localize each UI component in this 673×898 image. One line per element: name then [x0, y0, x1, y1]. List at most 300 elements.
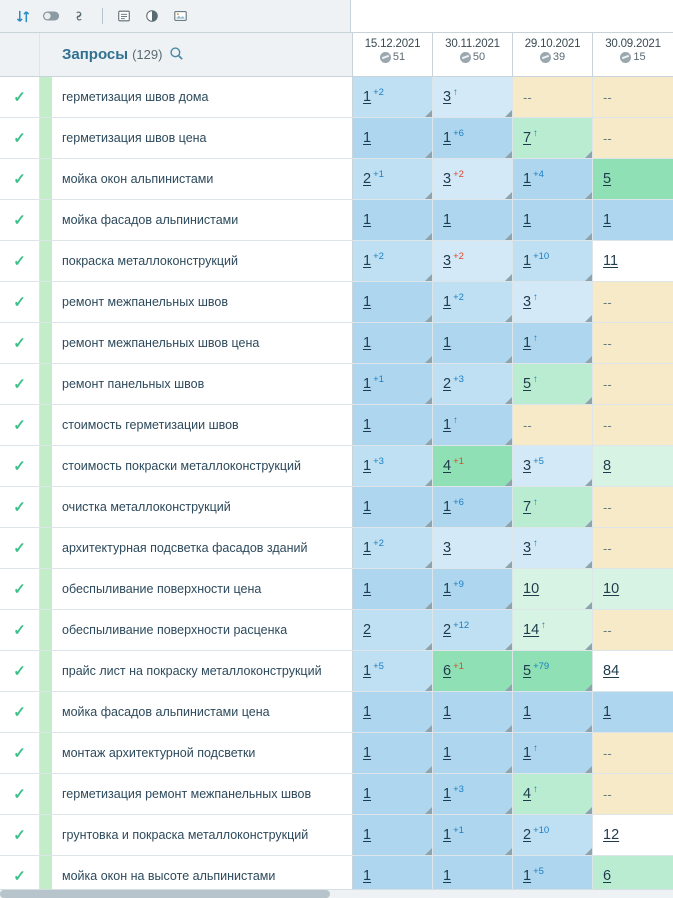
row-checkmark-icon[interactable]: ✓ [0, 733, 40, 773]
toolbar-divider [102, 8, 103, 24]
position-value: 1 [363, 663, 372, 679]
position-value: 1 [443, 868, 452, 884]
position-value: 1 [603, 704, 612, 720]
position-value: 5 [603, 171, 612, 187]
row-status-bar [40, 610, 52, 650]
header-bar-col [40, 33, 52, 76]
position-value: 1 [363, 458, 372, 474]
position-value: 6 [443, 663, 452, 679]
position-cell[interactable] [433, 200, 513, 240]
position-value: 1 [363, 581, 372, 597]
keyword-cell[interactable]: прайс лист на покраску металлоконструкций [52, 651, 353, 691]
position-value: 1 [363, 294, 372, 310]
google-icon [380, 52, 391, 63]
position-value: -- [603, 294, 612, 310]
position-cell[interactable] [513, 815, 593, 855]
keyword-cell[interactable]: архитектурная подсветка фасадов зданий [52, 528, 353, 568]
header-check-col [0, 33, 40, 76]
position-value: 1 [443, 417, 452, 433]
keyword-cell[interactable]: обеспыливание поверхности цена [52, 569, 353, 609]
position-cell[interactable] [353, 774, 433, 814]
position-cell[interactable] [433, 774, 513, 814]
position-cell[interactable] [433, 323, 513, 363]
position-cell[interactable] [353, 487, 433, 527]
date-metric: 51 [353, 51, 432, 63]
keyword-cell[interactable]: герметизация швов цена [52, 118, 353, 158]
keyword-cell[interactable]: мойка окон альпинистами [52, 159, 353, 199]
position-value: 1 [363, 130, 372, 146]
position-value: 1 [443, 130, 452, 146]
position-cell[interactable] [513, 282, 593, 322]
position-value: 5 [523, 376, 532, 392]
date-label: 15.12.2021 [364, 38, 421, 50]
row-checkmark-icon[interactable]: ✓ [0, 774, 40, 814]
keyword-cell[interactable]: очистка металлоконструкций [52, 487, 353, 527]
position-delta: ↑ [533, 742, 538, 754]
page-title: Запросы [62, 46, 129, 63]
position-value: 11 [603, 253, 619, 269]
table-row [0, 77, 673, 118]
table-row [0, 364, 673, 405]
link-icon[interactable] [66, 5, 92, 27]
position-value: 1 [363, 417, 372, 433]
position-cell[interactable] [513, 733, 593, 773]
position-delta: +6 [453, 127, 464, 139]
position-value: 1 [363, 89, 372, 105]
position-value: 3 [443, 171, 452, 187]
date-metric: 15 [593, 51, 673, 63]
position-cell[interactable] [353, 446, 433, 486]
row-checkmark-icon[interactable]: ✓ [0, 487, 40, 527]
position-delta: +1 [453, 824, 464, 836]
position-delta: +3 [373, 455, 384, 467]
position-cell[interactable] [513, 405, 593, 445]
position-cell[interactable] [513, 241, 593, 281]
position-value: 1 [363, 786, 372, 802]
position-cell[interactable] [513, 651, 593, 691]
position-value: 84 [603, 663, 620, 679]
position-delta: +1 [373, 168, 384, 180]
row-checkmark-icon[interactable]: ✓ [0, 446, 40, 486]
position-cell[interactable] [353, 528, 433, 568]
position-value: -- [603, 745, 612, 761]
keyword-cell[interactable]: монтаж архитектурной подсветки [52, 733, 353, 773]
position-cell[interactable] [513, 528, 593, 568]
position-cell[interactable] [353, 610, 433, 650]
position-value: -- [603, 376, 612, 392]
position-delta: +5 [373, 660, 384, 672]
position-value: 1 [363, 745, 372, 761]
position-cell[interactable] [353, 815, 433, 855]
contrast-icon[interactable] [139, 5, 165, 27]
position-delta: +3 [453, 783, 464, 795]
position-cell[interactable] [593, 241, 673, 281]
row-checkmark-icon[interactable]: ✓ [0, 118, 40, 158]
row-status-bar [40, 692, 52, 732]
table-row [0, 610, 673, 651]
position-delta: +2 [373, 250, 384, 262]
position-cell[interactable] [433, 569, 513, 609]
position-cell[interactable] [353, 323, 433, 363]
keyword-cell[interactable]: мойка фасадов альпинистами цена [52, 692, 353, 732]
keyword-cell[interactable]: обеспыливание поверхности расценка [52, 610, 353, 650]
position-delta: ↑ [533, 537, 538, 549]
row-status-bar [40, 200, 52, 240]
position-value: 14 [523, 622, 540, 638]
position-value: -- [603, 417, 612, 433]
position-value: 3 [523, 540, 532, 556]
row-status-bar [40, 323, 52, 363]
keyword-cell[interactable]: грунтовка и покраска металлоконструкций [52, 815, 353, 855]
keyword-cell[interactable]: герметизация ремонт межпанельных швов [52, 774, 353, 814]
position-cell[interactable] [593, 405, 673, 445]
row-checkmark-icon[interactable]: ✓ [0, 815, 40, 855]
position-cell[interactable] [433, 692, 513, 732]
position-cell[interactable] [593, 118, 673, 158]
position-value: -- [523, 417, 532, 433]
position-cell[interactable] [433, 610, 513, 650]
position-value: 12 [603, 827, 620, 843]
position-delta: +2 [373, 86, 384, 98]
position-delta: +79 [533, 660, 550, 672]
position-value: 3 [443, 540, 452, 556]
position-delta: ↑ [533, 127, 538, 139]
position-cell[interactable] [513, 323, 593, 363]
row-checkmark-icon[interactable]: ✓ [0, 77, 40, 117]
position-cell[interactable] [593, 159, 673, 199]
scrollbar-thumb[interactable] [0, 890, 330, 898]
position-value: 1 [443, 786, 452, 802]
position-cell[interactable] [593, 446, 673, 486]
keyword-cell[interactable]: покраска металлоконструкций [52, 241, 353, 281]
position-cell[interactable] [353, 159, 433, 199]
position-cell[interactable] [353, 569, 433, 609]
table-row [0, 446, 673, 487]
position-value: 1 [523, 335, 532, 351]
position-cell[interactable] [433, 405, 513, 445]
position-value: 3 [443, 253, 452, 269]
image-icon[interactable] [167, 5, 193, 27]
queries-title-cell [52, 33, 353, 76]
table-row [0, 282, 673, 323]
row-status-bar [40, 569, 52, 609]
position-cell[interactable] [353, 241, 433, 281]
position-cell[interactable] [513, 610, 593, 650]
position-cell[interactable] [433, 651, 513, 691]
position-cell[interactable] [433, 159, 513, 199]
date-label: 29.10.2021 [524, 38, 581, 50]
position-delta: +5 [533, 455, 544, 467]
position-cell[interactable] [593, 610, 673, 650]
position-cell[interactable] [593, 487, 673, 527]
row-checkmark-icon[interactable]: ✓ [0, 159, 40, 199]
position-cell[interactable] [593, 282, 673, 322]
date-metric: 50 [433, 51, 512, 63]
position-cell[interactable] [353, 77, 433, 117]
position-delta: +3 [453, 373, 464, 385]
position-delta: +2 [453, 168, 464, 180]
position-delta: +1 [373, 373, 384, 385]
position-cell[interactable] [433, 487, 513, 527]
position-value: 1 [363, 868, 372, 884]
position-cell[interactable] [513, 118, 593, 158]
table-row [0, 487, 673, 528]
row-status-bar [40, 282, 52, 322]
row-checkmark-icon[interactable]: ✓ [0, 528, 40, 568]
row-status-bar [40, 815, 52, 855]
position-cell[interactable] [433, 733, 513, 773]
keyword-cell[interactable]: герметизация швов дома [52, 77, 353, 117]
position-value: 1 [443, 335, 452, 351]
position-delta: +2 [453, 291, 464, 303]
position-value: 2 [443, 622, 452, 638]
row-checkmark-icon[interactable]: ✓ [0, 405, 40, 445]
google-icon [460, 52, 471, 63]
position-cell[interactable] [353, 200, 433, 240]
date-column-0[interactable] [353, 33, 433, 76]
position-value: 1 [363, 827, 372, 843]
row-status-bar [40, 651, 52, 691]
position-value: 10 [523, 581, 540, 597]
position-cell[interactable] [433, 528, 513, 568]
position-cell[interactable] [433, 77, 513, 117]
horizontal-scrollbar[interactable] [0, 889, 673, 898]
position-delta: +10 [533, 824, 550, 836]
row-checkmark-icon[interactable]: ✓ [0, 200, 40, 240]
position-cell[interactable] [433, 282, 513, 322]
position-cell[interactable] [353, 651, 433, 691]
toggle-icon[interactable] [38, 5, 64, 27]
row-status-bar [40, 487, 52, 527]
position-value: 1 [603, 212, 612, 228]
position-value: -- [603, 130, 612, 146]
position-cell[interactable] [353, 405, 433, 445]
row-checkmark-icon[interactable]: ✓ [0, 692, 40, 732]
position-cell[interactable] [353, 692, 433, 732]
position-value: 1 [443, 745, 452, 761]
position-value: -- [603, 89, 612, 105]
position-cell[interactable] [433, 364, 513, 404]
row-checkmark-icon[interactable]: ✓ [0, 856, 40, 896]
position-delta: +5 [533, 865, 544, 877]
row-checkmark-icon[interactable]: ✓ [0, 610, 40, 650]
position-cell[interactable] [353, 282, 433, 322]
table-row [0, 774, 673, 815]
position-value: 7 [523, 499, 532, 515]
position-cell[interactable] [593, 77, 673, 117]
row-status-bar [40, 159, 52, 199]
table-row [0, 159, 673, 200]
position-value: 1 [363, 540, 372, 556]
position-delta: ↑ [541, 619, 546, 631]
position-value: 1 [363, 212, 372, 228]
position-value: 1 [523, 253, 532, 269]
position-delta: ↑ [533, 291, 538, 303]
position-delta: +4 [533, 168, 544, 180]
row-status-bar [40, 241, 52, 281]
toolbar-right-blank [350, 0, 673, 33]
keyword-cell[interactable]: стоимость герметизации швов [52, 405, 353, 445]
position-delta: +9 [453, 578, 464, 590]
table-row [0, 651, 673, 692]
position-cell[interactable] [513, 774, 593, 814]
position-value: 5 [523, 663, 532, 679]
position-value: 3 [443, 89, 452, 105]
position-value: 3 [523, 458, 532, 474]
position-cell[interactable] [513, 487, 593, 527]
keyword-cell[interactable]: стоимость покраски металлоконструкций [52, 446, 353, 486]
row-checkmark-icon[interactable]: ✓ [0, 364, 40, 404]
position-cell[interactable] [593, 364, 673, 404]
keyword-cell[interactable]: ремонт межпанельных швов [52, 282, 353, 322]
keyword-cell[interactable]: ремонт панельных швов [52, 364, 353, 404]
position-value: 10 [603, 581, 620, 597]
position-delta: +2 [453, 250, 464, 262]
position-value: 7 [523, 130, 532, 146]
position-value: 2 [523, 827, 532, 843]
position-delta: +2 [373, 537, 384, 549]
row-checkmark-icon[interactable]: ✓ [0, 651, 40, 691]
position-cell[interactable] [593, 651, 673, 691]
position-value: -- [603, 786, 612, 802]
position-value: 1 [443, 581, 452, 597]
position-delta: +12 [453, 619, 470, 631]
position-cell[interactable] [513, 77, 593, 117]
position-cell[interactable] [593, 528, 673, 568]
date-column-2[interactable] [513, 33, 593, 76]
row-status-bar [40, 733, 52, 773]
position-value: 1 [523, 212, 532, 228]
position-cell[interactable] [593, 323, 673, 363]
table-row [0, 528, 673, 569]
row-status-bar [40, 405, 52, 445]
position-cell[interactable] [513, 569, 593, 609]
table-row [0, 323, 673, 364]
position-value: 1 [363, 376, 372, 392]
position-value: 4 [523, 786, 532, 802]
row-checkmark-icon[interactable]: ✓ [0, 241, 40, 281]
position-delta: ↑ [533, 496, 538, 508]
position-value: 1 [363, 253, 372, 269]
date-label: 30.09.2021 [605, 38, 661, 50]
table-row [0, 692, 673, 733]
row-status-bar [40, 774, 52, 814]
position-cell[interactable] [513, 446, 593, 486]
position-delta: +1 [453, 455, 464, 467]
position-cell[interactable] [593, 692, 673, 732]
position-cell[interactable] [433, 241, 513, 281]
position-value: -- [603, 335, 612, 351]
table-row [0, 200, 673, 241]
position-delta: ↑ [533, 373, 538, 385]
row-status-bar [40, 118, 52, 158]
position-cell[interactable] [593, 569, 673, 609]
position-value: 1 [523, 704, 532, 720]
google-icon [540, 52, 551, 63]
row-status-bar [40, 528, 52, 568]
position-value: 3 [523, 294, 532, 310]
date-column-1[interactable] [433, 33, 513, 76]
sort-icon[interactable] [10, 5, 36, 27]
keyword-cell[interactable]: мойка фасадов альпинистами [52, 200, 353, 240]
table-body [0, 77, 673, 897]
position-value: -- [603, 540, 612, 556]
position-cell[interactable] [433, 815, 513, 855]
position-value: 1 [363, 335, 372, 351]
position-value: 2 [363, 622, 372, 638]
position-value: 1 [523, 171, 532, 187]
position-value: -- [523, 89, 532, 105]
position-value: 1 [363, 704, 372, 720]
position-cell[interactable] [513, 692, 593, 732]
position-cell[interactable] [353, 364, 433, 404]
search-icon[interactable] [169, 46, 184, 64]
table-row [0, 118, 673, 159]
position-value: 1 [363, 499, 372, 515]
position-cell[interactable] [513, 200, 593, 240]
table-row [0, 733, 673, 774]
position-value: 4 [443, 458, 452, 474]
position-cell[interactable] [353, 733, 433, 773]
queries-count: (129) [132, 47, 163, 62]
position-value: 1 [443, 294, 452, 310]
row-checkmark-icon[interactable]: ✓ [0, 323, 40, 363]
table-row [0, 569, 673, 610]
google-icon [620, 52, 631, 63]
row-status-bar [40, 77, 52, 117]
position-cell[interactable] [593, 815, 673, 855]
position-delta: ↑ [453, 414, 458, 426]
row-status-bar [40, 364, 52, 404]
position-value: -- [603, 622, 612, 638]
position-value: 1 [523, 745, 532, 761]
position-delta: ↑ [533, 783, 538, 795]
position-cell[interactable] [513, 364, 593, 404]
table-header [0, 33, 673, 77]
row-checkmark-icon[interactable]: ✓ [0, 282, 40, 322]
position-cell[interactable] [433, 446, 513, 486]
position-value: 1 [443, 499, 452, 515]
position-delta: ↑ [453, 86, 458, 98]
position-value: 1 [523, 868, 532, 884]
position-value: 1 [443, 212, 452, 228]
date-metric: 39 [513, 51, 592, 63]
date-label: 30.11.2021 [445, 38, 500, 50]
position-cell[interactable] [593, 200, 673, 240]
keyword-cell[interactable]: ремонт межпанельных швов цена [52, 323, 353, 363]
position-delta: +6 [453, 496, 464, 508]
position-value: 2 [443, 376, 452, 392]
date-column-3[interactable] [593, 33, 673, 76]
position-cell[interactable] [353, 118, 433, 158]
position-cell[interactable] [593, 774, 673, 814]
position-value: 8 [603, 458, 612, 474]
position-value: 2 [363, 171, 372, 187]
position-value: 1 [443, 827, 452, 843]
position-value: 6 [603, 868, 612, 884]
note-icon[interactable] [111, 5, 137, 27]
row-status-bar [40, 446, 52, 486]
position-value: -- [603, 499, 612, 515]
row-checkmark-icon[interactable]: ✓ [0, 569, 40, 609]
table-row [0, 241, 673, 282]
position-cell[interactable] [433, 118, 513, 158]
keyword-cell[interactable]: мойка окон на высоте альпинистами [52, 856, 353, 896]
position-cell[interactable] [513, 159, 593, 199]
position-delta: +10 [533, 250, 550, 262]
table-row [0, 405, 673, 446]
position-cell[interactable] [593, 733, 673, 773]
